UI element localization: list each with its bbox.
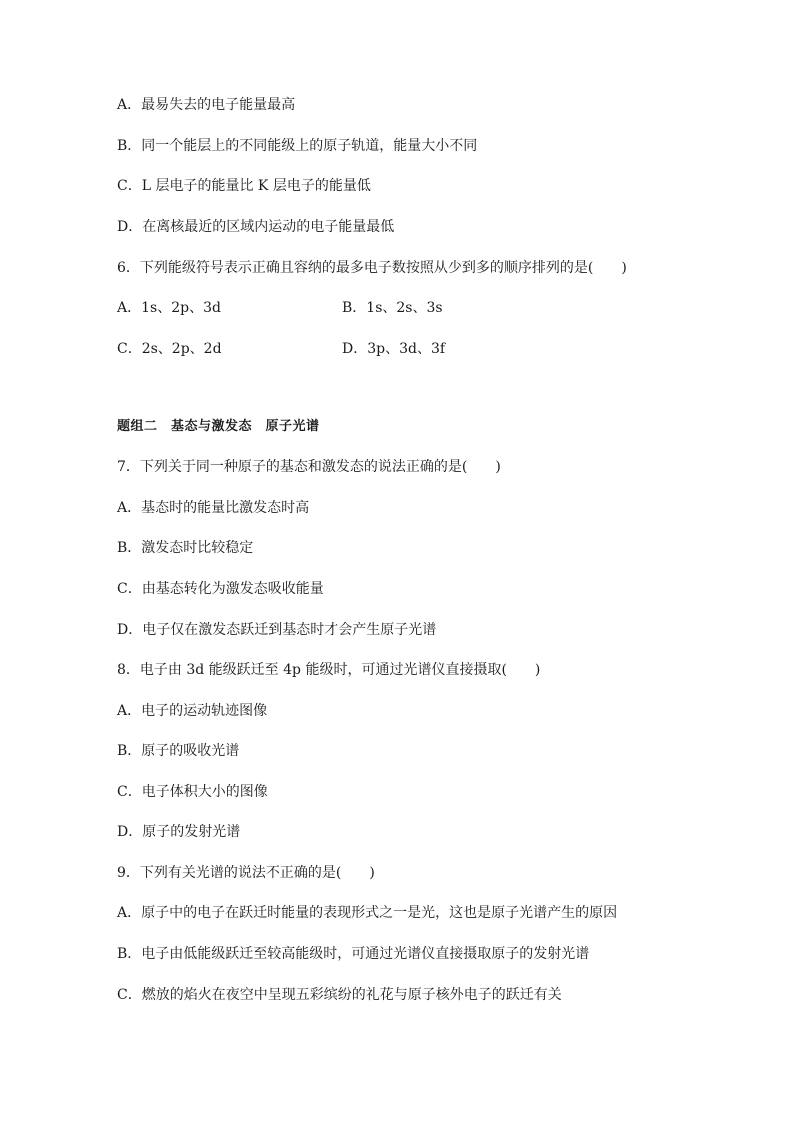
q9-option-a: A．原子中的电子在跃迁时能量的表现形式之一是光，这也是原子光谱产生的原因 [117,905,618,921]
q5-option-c: C．L 层电子的能量比 K 层电子的能量低 [117,178,371,194]
q7-option-c: C．由基态转化为激发态吸收能量 [117,581,324,597]
q7-stem: 7．下列关于同一种原子的基态和激发态的说法正确的是( ) [117,459,501,475]
q7-option-b: B．激发态时比较稳定 [117,540,254,556]
q9-option-b: B．电子由低能级跃迁至较高能级时，可通过光谱仪直接摄取原子的发射光谱 [117,946,590,962]
q9-option-c: C．燃放的焰火在夜空中呈现五彩缤纷的礼花与原子核外电子的跃迁有关 [117,987,562,1003]
q5-option-a: A．最易失去的电子能量最高 [117,97,296,113]
q8-option-c: C．电子体积大小的图像 [117,784,268,800]
q8-option-b: B．原子的吸收光谱 [117,743,240,759]
q5-option-b: B．同一个能层上的不同能级上的原子轨道，能量大小不同 [117,138,478,154]
q7-option-a: A．基态时的能量比激发态时高 [117,500,310,516]
q8-stem: 8．电子由 3d 能级跃迁至 4p 能级时，可通过光谱仪直接摄取( ) [117,662,541,678]
q9-stem: 9．下列有关光谱的说法不正确的是( ) [117,865,375,881]
q5-option-d: D．在离核最近的区域内运动的电子能量最低 [117,219,395,235]
q6-option-d: D．3p、3d、3f [342,341,446,357]
q6-option-c: C．2s、2p、2d [117,341,222,357]
q8-option-d: D．原子的发射光谱 [117,824,241,840]
q7-option-d: D．电子仅在激发态跃迁到基态时才会产生原子光谱 [117,622,437,638]
q6-stem: 6．下列能级符号表示正确且容纳的最多电子数按照从少到多的顺序排列的是( ) [117,260,627,276]
q8-option-a: A．电子的运动轨迹图像 [117,703,268,719]
q6-option-b: B．1s、2s、3s [342,300,443,316]
q6-option-a: A．1s、2p、3d [117,300,221,316]
section-title: 题组二 基态与激发态 原子光谱 [117,419,320,434]
